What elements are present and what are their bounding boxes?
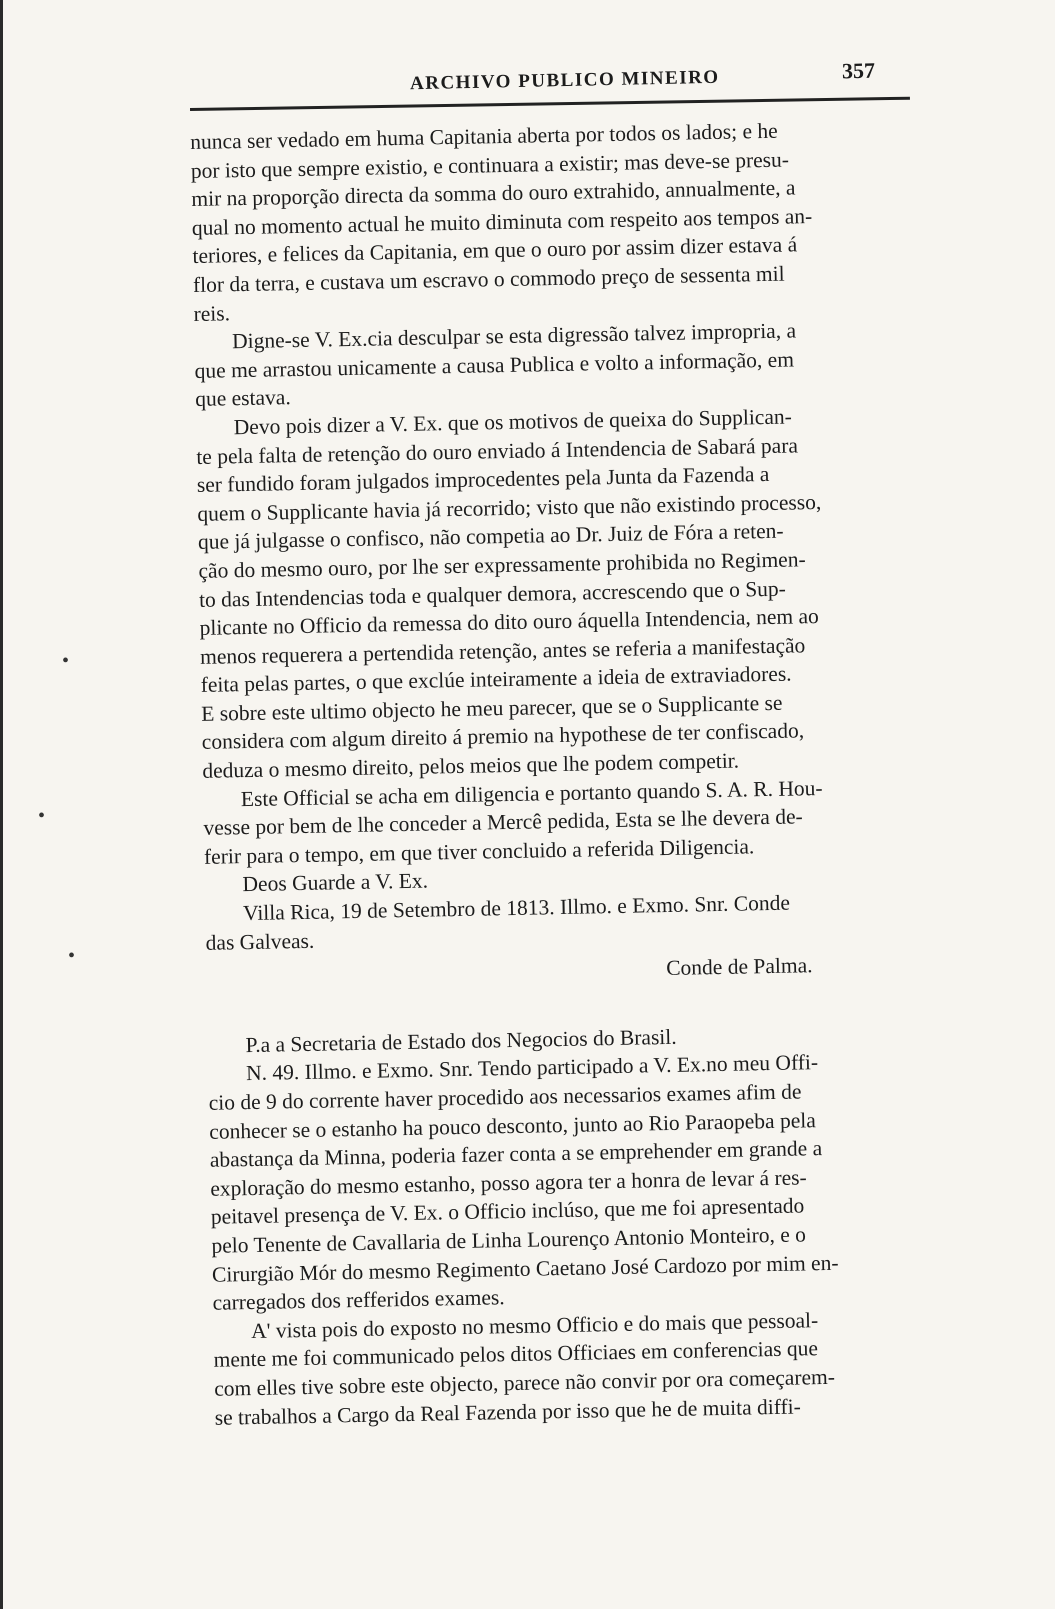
text-line: peitavel presença de V. Ex. o Officio inclúso, que me foi apresentado <box>210 1193 805 1230</box>
margin-mark: • <box>38 805 46 827</box>
text-line: to das Intendencias toda e qualquer demora, accrescendo que o Sup- <box>198 576 787 612</box>
text-line: plicante no Officio da remessa do dito ouro áquella Intendencia, nem ao <box>199 604 820 640</box>
text-line: que me arrastou unicamente a causa Publica e volto a informação, em <box>194 347 795 383</box>
body-text <box>190 114 950 1432</box>
text-line: feita pelas partes, o que exclúe inteiramente a ideia de extraviadores. <box>200 661 792 698</box>
text-line: por isto que sempre existio, e continuara a existir; mas deve-se presu- <box>190 147 790 183</box>
signature-line: Conde de Palma. <box>665 953 813 981</box>
text-line: qual no momento actual he muito diminuta com respeito aos tempos an- <box>191 203 813 240</box>
text-line: Deos Guarde a V. Ex. <box>242 869 429 897</box>
text-line: abastança da Minna, poderia fazer conta a se emprehender em grande a <box>209 1136 823 1172</box>
text-line: Digne-se V. Ex.cia desculpar se esta digressão talvez impropria, a <box>231 318 797 354</box>
text-line: mir na proporção directa da somma do ouro extrahido, annualmente, a <box>191 175 796 212</box>
text-line: flor da terra, e custava um escravo o commodo preço de sessenta mil <box>192 261 785 297</box>
text-line: Cirurgião Mór do mesmo Regimento Caetano José Cardozo por mim en- <box>211 1250 839 1287</box>
text-line: ção do mesmo ouro, por lhe ser expressamente prohibida no Regimen- <box>198 547 806 583</box>
margin-mark: • <box>62 650 70 672</box>
header-rule <box>190 97 910 111</box>
text-line: Devo pois dizer a V. Ex. que os motivos de queixa do Supplican- <box>233 404 793 440</box>
text-line: considera com algum direito á premio na hypothese de ter confiscado, <box>201 718 805 755</box>
text-line: pelo Tenente de Cavallaria de Linha Lourenço Antonio Monteiro, e o <box>211 1222 807 1258</box>
text-line: ser fundido foram julgados improcedentes pela Junta da Fazenda a <box>196 462 770 498</box>
running-header: ARCHIVO PUBLICO MINEIRO <box>409 66 720 95</box>
text-line: deduza o mesmo direito, pelos meios que lhe podem competir. <box>202 748 740 783</box>
text-line: que estava. <box>194 385 291 412</box>
page-number: 357 <box>841 57 876 84</box>
text-line: exploração do mesmo estanho, posso agora ter a honra de levar á res- <box>210 1165 807 1201</box>
text-line: que já julgasse o confisco, não competia ao Dr. Juiz de Fóra a reten- <box>197 518 784 555</box>
text-line: te pela falta de retenção do ouro enviado á Intendencia de Sabará para <box>196 432 799 469</box>
text-line: A' vista pois do exposto no mesmo Officio e do mais que pessoal- <box>250 1307 819 1343</box>
text-line: E sobre este ultimo objecto he meu parecer, que se o Supplicante se <box>201 690 783 726</box>
text-line: nunca ser vedado em huma Capitania aberta por todos os lados; e he <box>190 118 778 154</box>
text-line: mente me foi communicado pelos ditos Officiaes em conferencias que <box>213 1336 819 1373</box>
text-line: se trabalhos a Cargo da Real Fazenda por isso que he de muita diffi- <box>214 1394 801 1430</box>
text-line: Este Official se acha em diligencia e portanto quando S. A. R. Hou- <box>240 775 823 811</box>
text-line: com elles tive sobre este objecto, parece não convir por ora começarem- <box>213 1364 836 1401</box>
text-line: reis. <box>193 300 231 326</box>
text-line: conhecer se o estanho ha pouco desconto, junto ao Rio Paraopeba pela <box>209 1107 816 1144</box>
text-line: ferir para o tempo, em que tiver concluido a referida Diligencia. <box>203 834 755 869</box>
text-line: das Galveas. <box>205 928 315 955</box>
text-line: vesse por bem de lhe conceder a Mercê pedida, Esta se lhe devera de- <box>203 804 803 841</box>
page-edge <box>0 0 3 1609</box>
margin-mark: • <box>68 945 76 967</box>
text-line: Villa Rica, 19 de Setembro de 1813. Illmo. e Exmo. Snr. Conde <box>242 890 791 926</box>
text-line: P.a a Secretaria de Estado dos Negocios do Brasil. <box>245 1024 677 1057</box>
text-line: cio de 9 do corrente haver procedido aos necessarios exames afim de <box>208 1079 802 1115</box>
text-line: carregados dos refferidos exames. <box>212 1285 505 1315</box>
text-line: menos requerera a pertendida retenção, antes se referia a manifestação <box>199 632 806 669</box>
text-line: teriores, e felices da Capitania, em que o ouro por assim dizer estava á <box>192 232 798 269</box>
text-line: quem o Supplicante havia já recorrido; visto que não existindo processo, <box>197 489 822 526</box>
text-line: N. 49. Illmo. e Exmo. Snr. Tendo participado a V. Ex.no meu Offi- <box>245 1050 819 1086</box>
